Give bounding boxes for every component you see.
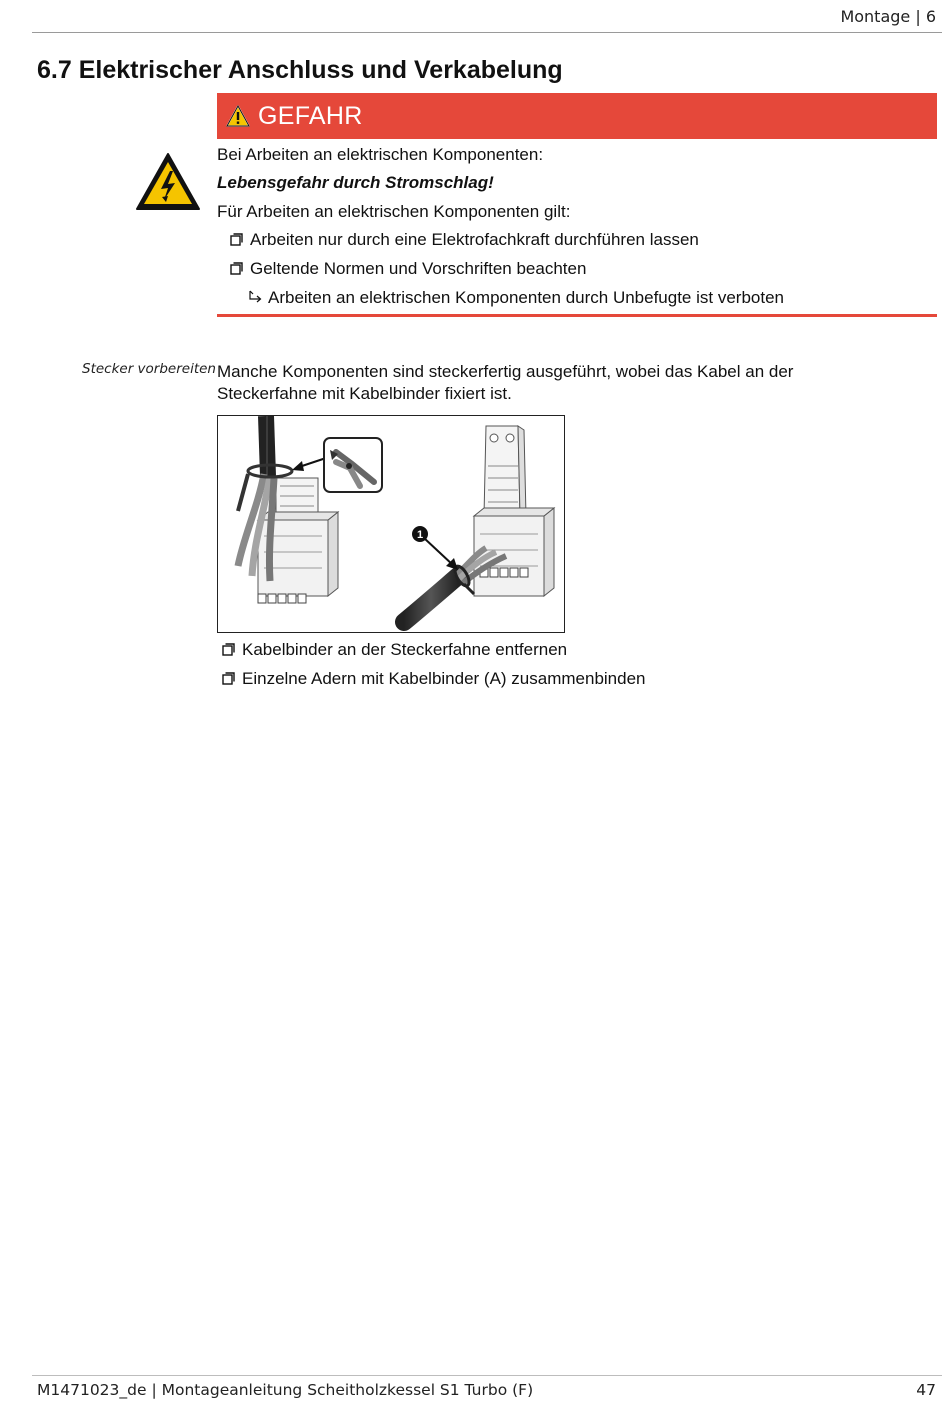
step-text: Kabelbinder an der Steckerfahne entfernen [242,640,568,659]
step-text: Einzelne Adern mit Kabelbinder (A) zusammenbinden [242,669,646,688]
result-arrow-icon [248,290,262,304]
danger-result-text: Arbeiten an elektrischen Komponenten durch Unbefugte ist verboten [268,288,784,307]
checkbox-bullet-icon [222,643,235,656]
danger-situation: Bei Arbeiten an elektrischen Komponenten: [217,145,544,164]
danger-signal-word: GEFAHR [258,101,363,130]
checkbox-bullet-icon [230,233,243,246]
footer-document: M1471023_de | Montageanleitung Scheitholzkessel S1 Turbo (F) [37,1381,534,1399]
danger-measure-item [230,258,586,280]
danger-banner [217,93,937,139]
danger-measure-text: Geltende Normen und Vorschriften beachten [250,259,587,278]
connector-right [474,426,554,596]
step-item [222,668,646,690]
danger-bottom-rule [217,314,937,317]
pliers-inset [324,438,382,492]
connector-figure [217,415,565,633]
checkbox-bullet-icon [230,262,243,275]
page-number: 47 [916,1381,936,1399]
danger-consequence: Lebensgefahr durch Stromschlag! [217,173,494,192]
callout-number: 1 [416,529,424,541]
running-head: Montage | 6 [840,7,936,26]
checkbox-bullet-icon [222,672,235,685]
section-title: 6.7 Elektrischer Anschluss und Verkabelung [37,56,563,84]
warning-triangle-icon [226,105,250,127]
connector-illustration [218,416,564,632]
intro-paragraph: Manche Komponenten sind steckerfertig ausgeführt, wobei das Kabel an der Steckerfahne mit Kabelbinder fixiert ist. [217,362,794,403]
header-rule [32,32,942,33]
danger-result [248,287,784,309]
danger-measures-intro: Für Arbeiten an elektrischen Komponenten gilt: [217,202,571,221]
margin-label: Stecker vorbereiten [82,361,216,377]
footer-rule [32,1375,942,1376]
danger-measure-text: Arbeiten nur durch eine Elektrofachkraft durchführen lassen [250,230,699,249]
electric-hazard-icon [135,152,201,211]
step-item [222,639,567,661]
danger-measure-item [230,229,699,251]
